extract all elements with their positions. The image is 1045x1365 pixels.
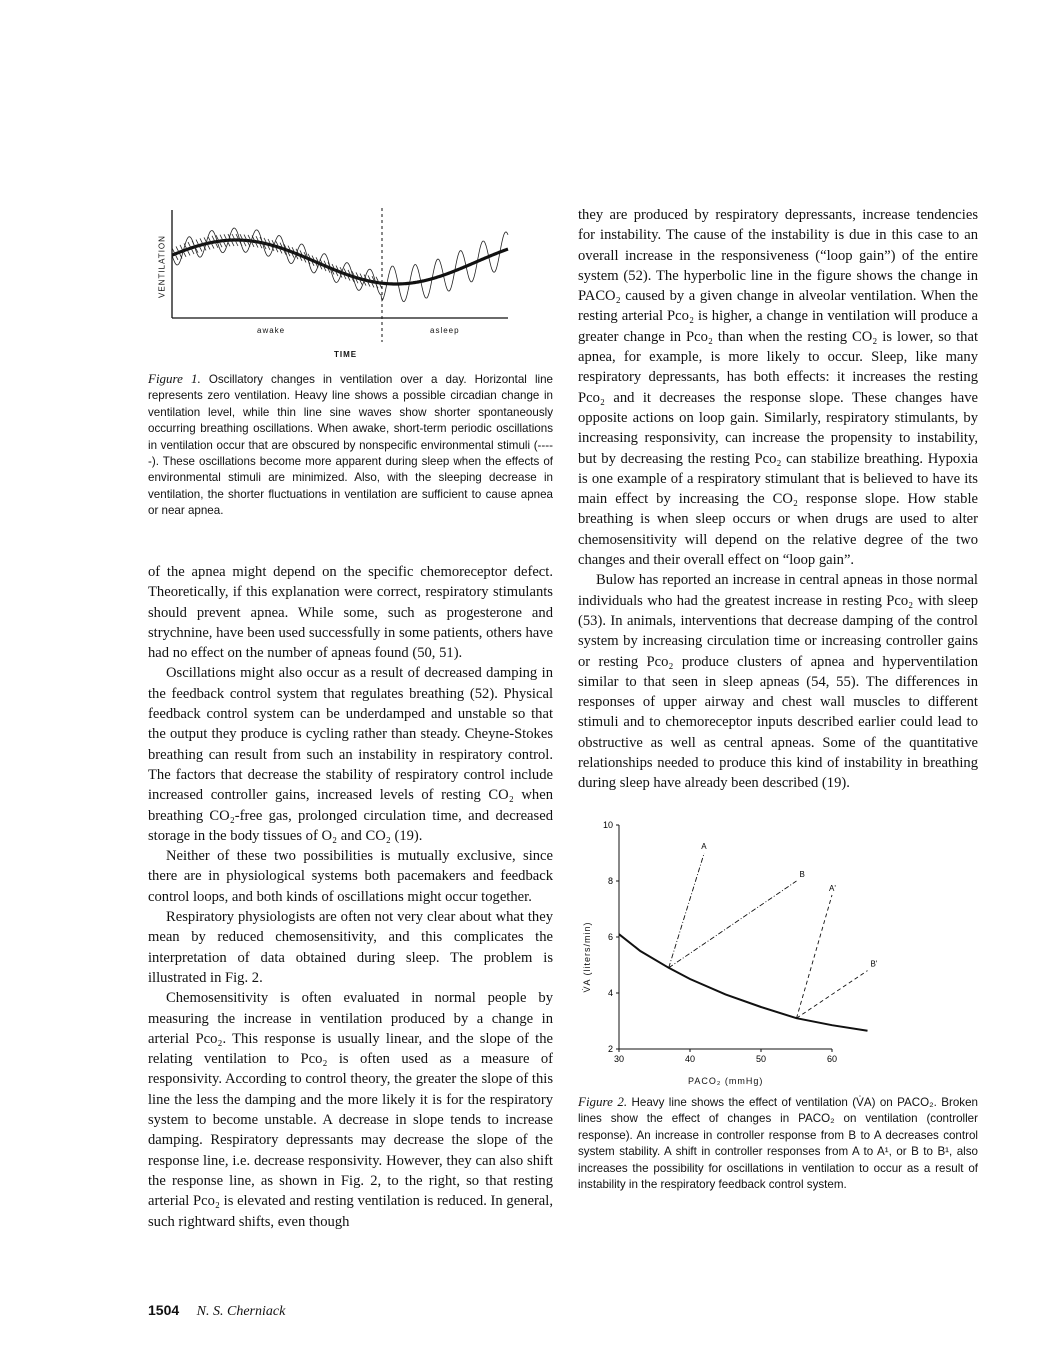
- paragraph: they are produced by respiratory depressants, increase tendencies for instability. The cause of the instability is due in this case to an overall increase in the responsiveness (“loop gain”) of the entire system (52). The hyperbolic line in the figure shows the change in PACO₂ caused by a given change in alveolar ventilation. When the resting arterial Pco₂ is higher, a change in ventilation will produce a greater change in Pco₂ than when the resting CO₂ is lower, so that apnea, for example, is more likely to occur. Sleep, like many respiratory depressants, has both effects: it increases the resting Pco₂ and it decreases the response slope. These changes have opposite actions on loop gain. Similarly, respiratory stimulants, by increasing responsivity, can increase the propensity to instability, but by decreasing the resting Pco₂ can stabilize breathing. Hypoxia is one example of a respiratory stimulant that is believed to have its main effect by increasing the CO₂ response slope. How stable breathing is when sleep occurs or when drugs are used to alter chemosensitivity will depend on the relative degree of the two changes and their overall effect on “loop gain”.: [578, 207, 978, 569]
- paragraph: of the apnea might depend on the specific chemoreceptor defect. Theoretically, if this explanation were correct, respiratory stimulants should prevent apnea. While some, such as progesterone and strychnine, have been used successfully in some patients, others have had no effect on the number of apneas found (50, 51).: [148, 564, 553, 662]
- author: N. S. Cherniack: [196, 1304, 286, 1319]
- fig2-xlabel: PACO₂ (mmHg): [688, 1076, 764, 1086]
- series-line-a-prime: [797, 895, 833, 1018]
- paragraph: Oscillations might also occur as a result of decreased damping in the feedback control system that regulates breathing (52). Physical feedback control system can be underdamped and unstable so that the output they produce is cycling rather than steady. Cheyne-Stokes breathing can result from such an instability in respiratory control. The factors that decrease the stability of respiratory control include increased controller gains, increased levels of resting CO₂ when breathing CO₂-free gas, prolonged circulation time, and decreased storage in the body tissues of O₂ and CO₂ (19).: [148, 665, 553, 844]
- page-footer: [148, 1302, 285, 1320]
- x-tick-label: 30: [613, 1054, 625, 1064]
- y-tick-label: 10: [602, 820, 613, 830]
- caption-text: Oscillatory changes in ventilation over a day. Horizontal line represents zero ventilation. Heavy line shows a possible circadian change in ventilation level, while thin line sine waves show shorter spontaneously occurring breathing oscillations. When awake, short-term periodic oscillations in ventilation occur that are obscured by nonspecific environmental stimuli (-----). These oscillations become more apparent during sleep when the effects of environmental stimuli are minimized. Also, with the sleeping decrease in ventilation, the shorter fluctuations in ventilation are sufficient to cause apnea or near apnea.: [148, 373, 553, 518]
- fig1-ylabel: VENTILATION: [157, 235, 167, 298]
- x-tick-label: 40: [684, 1054, 696, 1064]
- series-label: B': [870, 959, 878, 969]
- caption-text: Heavy line shows the effect of ventilation (V̇A) on PACO₂. Broken lines show the effect of changes in PACO₂ on ventilation (controller response). An increase in controller response from B to A decreases control system stability. A shift in controller responses from A to A¹, or B to B¹, also increases the possibility for oscillations in ventilation to occur as a result of instability in the respiratory feedback control system.: [578, 1096, 978, 1192]
- series-line-b-prime: [797, 971, 868, 1019]
- fig1-label-awake: awake: [257, 326, 286, 335]
- series-label: A': [829, 884, 836, 893]
- y-tick-label: 8: [607, 876, 613, 886]
- paragraph: Chemosensitivity is often evaluated in normal people by measuring the increase in ventilation produced by a change in arterial Pco₂. This response is usually linear, and the slope of the relating ventilation to Pco₂ is often used as a measure of responsivity. According to control theory, the greater the slope of this line the less the damping and the more likely it is for the respiratory system to become unstable. A decrease in slope tends to increase damping. Respiratory depressants may decrease the slope of the response line, i.e. decrease responsivity. However, they can also shift the response line, as shown in Fig. 2, to the right, so that resting arterial Pco₂ is elevated and resting ventilation is reduced. In general, such rightward shifts, even though: [148, 990, 553, 1230]
- x-tick-label: 50: [755, 1054, 767, 1064]
- fig1-xlabel: TIME: [334, 350, 358, 359]
- y-tick-label: 4: [607, 988, 613, 998]
- series-line-b: [669, 881, 797, 968]
- series-line-metabolic-hyperbola: [619, 934, 868, 1031]
- page-number: 1504: [148, 1302, 180, 1318]
- fig2-ylabel: V̇A (liters/min): [582, 921, 592, 993]
- caption-title: Figure 1.: [148, 371, 201, 386]
- paragraph: Respiratory physiologists are often not very clear about what they mean by reduced chemosensitivity, and this complicates the interpretation of data obtained during sleep. The problem is illustrated in Fig. 2.: [148, 909, 553, 986]
- y-tick-label: 2: [607, 1044, 613, 1054]
- caption-title: Figure 2.: [578, 1094, 628, 1109]
- figure-2-caption: [578, 1094, 978, 1193]
- series-line-a: [669, 853, 705, 968]
- series-label: B: [799, 870, 805, 879]
- y-tick-label: 6: [607, 932, 613, 942]
- x-tick-label: 60: [826, 1054, 838, 1064]
- fig1-label-asleep: asleep: [430, 326, 460, 335]
- paragraph: Bulow has reported an increase in central apneas in those normal individuals who had the greatest increase in resting Pco₂ with sleep (53). In animals, interventions that decrease damping of the control system by increasing circulation time or increasing controller gains or resting Pco₂ produce clusters of apnea and hyperventilation similar to that seen in sleep apneas (54, 55). The differences in responses of upper airway and chest wall muscles to different stimuli and to chemoreceptor inputs described earlier could lead to obstructive as well as central apneas. Some of the quantitative relationships needed to produce this kind of instability in breathing during sleep have already been described (19).: [578, 572, 978, 792]
- series-label: A: [701, 842, 707, 851]
- paragraph: Neither of these two possibilities is mutually exclusive, since there are in physiological systems both pacemakers and feedback control loops, and both kinds of oscillations might occur together.: [148, 848, 553, 905]
